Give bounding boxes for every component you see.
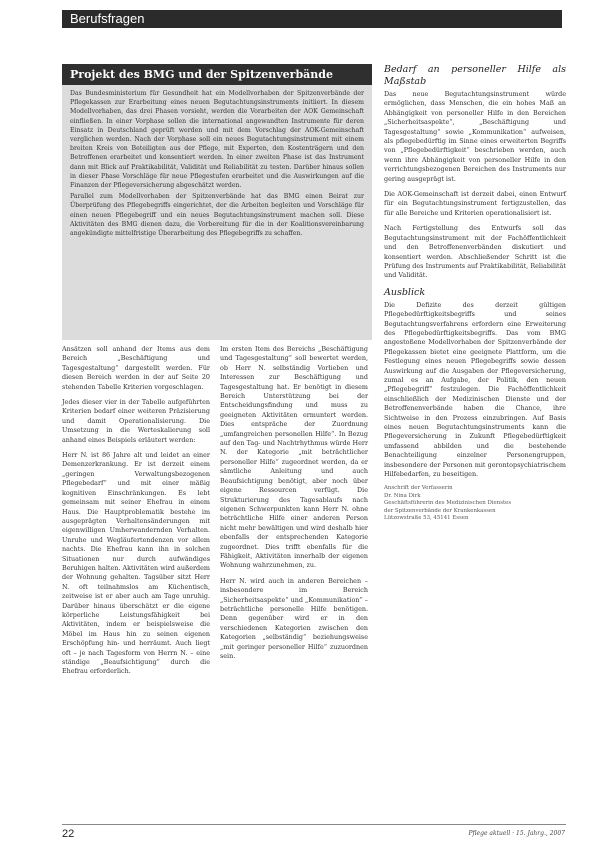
body-paragraph: Herr N. wird auch in anderen Bereichen – insbesondere im Bereich „Sicherheitsaspekte“ und „Kommunikation“ – beträchtliche personelle Hilfe benötigen. Denn gegenüber wird er in den verschiedenen Kategorien zwischen den Kategorien „selbständig“ beziehungsweise „mit geringer personeller Hilfe“ zuzuordnen sein. [220,576,368,660]
author-line: Lützowstraße 53, 45141 Essen [384,515,469,522]
body-paragraph: Ansätzen soll anhand der Items aus dem Bereich „Beschäftigung und Tagesgestaltung“ dargestellt werden. Für diesen Bereich werden in der auf Seite 20 stehenden Tabelle Kriterien vorgeschlagen. [62,345,210,391]
body-paragraph: Die Defizite des derzeit gültigen Pflegebedürftigkeitsbegriffs und seines Begutachtungsverfahrens erfordern eine Erweiterung des Pflegebedürftigkeitsbegriffs. Das vom BMG angestoßene Modellvorhaben der Spitzenverbände der Pflegekassen bietet eine geeignete Plattform, um die Festlegung eines neuen Pflegebegriffs sowie dessen Auswirkung auf die Ausgaben der Pflegeversicherung, zumal es an Aufgabe, der Politik, den neuen „Pflegebegriff“ festzulegen. Die Fachöffentlichkeit einschließlich der Medizinischen Dienste und der Betroffenenverbände haben die Chance, ihre Sichtweise in den Prozess einzubringen. Auf Basis eines neuen Begutachtungsinstruments kann die Pflegeversicherung in Zukunft Pflegebedürftigkeit umfassend abbilden und die bestehende Benachteiligung einzelner Personengruppen, insbesondere der Personen mit gerontopsychiatrischem Hilfebedarfen, zu beseitigen. [384,300,566,479]
body-paragraph: Die AOK-Gemeinschaft ist derzeit dabei, einen Entwurf für ein Begutachtungsinstrument fertigzustellen, das für alle Bereiche und Kriterien operationalisiert ist. [384,190,566,217]
section-header: Berufsfragen [62,10,562,28]
info-box-paragraph: Das Bundesministerium für Gesundheit hat ein Modellvorhaben der Spitzenverbände der Pflegekassen zur Erarbeitung eines neuen Begutachtungsinstruments initiiert. In diesem Modellvorhaben, das drei Phasen vorsieht, werden die Vorarbeiten der AOK Gemeinschaft einfließen. In einer Vorphase sollen die international angewandten Instrumente für deren Einsatz in Deutschland geprüft werden und mit dem Vorschlag der AOK-Gemeinschaft verglichen werden. Nach der Vorphase soll ein neues Begutachtungsinstrument mit einem breiten Kreis von Beteiligten aus der Pflege, mit Experten, den Kostenträgern und den Betroffenen erarbeitet und konsentiert werden. In einer zweiten Phase ist das Instrument dann mit Blick auf Praktikabilität, Validität und Reliabilität zu testen. Darüber hinaus sollen in dieser Phase Vorschläge für neue Pflegestufen erarbeitet und die Auswirkungen auf die Finanzen der Pflegeversicherung abgeschätzt werden. [70,90,364,190]
info-box-body [62,85,372,244]
author-block [384,485,566,523]
subheading: Bedarf an personeller Hilfe als Maßstab [384,64,566,87]
info-box [62,64,372,340]
info-box-paragraph: Parallel zum Modellvorhaben der Spitzenverbände hat das BMG einen Beirat zur Überprüfung des Pflegebegriffs eingerichtet, der die Arbeiten begleiten und Vorschläge für einen neuen Pflegebegriff und ein neues Begutachtungsinstrument machen soll. Diese Aktivitäten des BMG dienen dazu, die Vorbereitung für die in der Koalitionsvereinbarung angekündigte mittelfristige Überarbeitung des Pflegebegriffs zu schaffen. [70,193,364,238]
author-line: der Spitzenverbände der Krankenkassen [384,507,496,514]
author-label: Anschrift der Verfasserin [384,485,453,492]
body-paragraph: Das neue Begutachtungsinstrument würde ermöglichen, dass Menschen, die ein hohes Maß an Abhängigkeit von personeller Hilfe in den Bereichen „Sicherheitsaspekte“, „Beschäftigung und Tagesgestaltung“ sowie „Kommunikation“ aufweisen, als pflegebedürftig im Sinne eines erweiterten Begriffs von „Pflegebedürftigkeit“ beschrieben werden, auch wenn ihre Abhängigkeit von personeller Hilfe in den verrichtungsbezogenen Bereichen des Instruments nur gering ausgeprägt ist. [384,90,566,183]
body-paragraph: Im ersten Item des Bereichs „Beschäftigung und Tagesgestaltung“ soll bewertet werden, ob Herr N. selbständig Vorlieben und Interessen zur Beschäftigung und Tagesgestaltung hat. Er benötigt in diesem Bereich Unterstützung bei der Entscheidungsfindung und muss zu geeigneten Aktivitäten ermuntert werden. Dies entspräche der Zuordnung „umfangreichen personellen Hilfe“. In Bezug auf den Tag- und Nachtrhythmus würde Herr N. der Kategorie „mit beträchtlicher personeller Hilfe“ zugeordnet werden, da er sämtliche Anleitung und auch Beaufsichtigung benötigt, aber noch über eigene Ressourcen verfügt. Die Strukturierung des Tagesablaufs nach eigenen Schwerpunkten kann Herr N. ohne beträchtliche Hilfe einer anderen Person nicht mehr bewältigen und wird deshalb hier ebenfalls der entsprechenden Kategorie zugeordnet. Dies trifft ebenfalls für die Fähigkeit, Aktivitäten innerhalb der eigenen Wohnung wahrzunehmen, zu. [220,345,368,570]
journal-citation: Pflege aktuell · 15. Jahrg., 2007 [468,830,565,837]
body-paragraph: Herr N. ist 86 Jahre alt und leidet an einer Demenzerkrankung. Er ist derzeit einem „geringen Verwaltungsbezogenen Pflegebedarf“ und mit einer mäßig kognitiven Einschränkungen. Es lebt gemeinsam mit seiner Ehefrau in einem Haus. Die Hauptproblematik bestehe im ausgeprägten Verhaltensänderungen mit eigenwilligen Umherwandernden Verhalten. Unruhe und Wegläufertendenzen vor allem nachts. Die Ehefrau kann ihn in solchen Situationen nur durch aufwändiges Beruhigen halten. Aktivitäten wird außerdem der Wohnung gehalten. Tagsüber sitzt Herr N. oft teilnahmslos am Küchentisch, zeitweise ist er aber auch am Tage unruhig. Darüber hinaus überschätzt er die eigene körperliche Leistungsfähigkeit bei Aktivitäten, indem er beispielsweise die Möbel im Haus hin zu seinen eigenen Erschöpfung hin- und herräumt. Auch liegt oft – je nach Tagesform von Herrn N. – eine ständige „Beaufsichtigung“ durch die Ehefrau erforderlich. [62,451,210,676]
column-right [384,64,566,523]
column-left [62,345,210,683]
author-line: Geschäftsführerin des Medizinischen Dienstes [384,500,512,507]
info-box-title: Projekt des BMG und der Spitzenverbände [62,64,372,85]
author-line: Dr. Nina Dirk [384,492,421,499]
column-middle [220,345,368,667]
body-paragraph: Nach Fertigstellung des Entwurfs soll das Begutachtungsinstrument mit der Fachöffentlichkeit und den Betroffenenverbänden diskutiert und konsentiert werden. Abschließender Schritt ist die Prüfung des Instruments auf Praktikabilität, Reliabilität und Validität. [384,224,566,280]
subheading: Ausblick [384,286,426,298]
footer-divider [62,824,566,825]
body-paragraph: Jedes dieser vier in der Tabelle aufgeführten Kriterien bedarf einer weiteren Präzisierung und damit Operationalisierung. Die Umsetzung in die Werteskalierung soll anhand eines Beispiels erläutert werden: [62,398,210,444]
page-number: 22 [62,828,75,840]
